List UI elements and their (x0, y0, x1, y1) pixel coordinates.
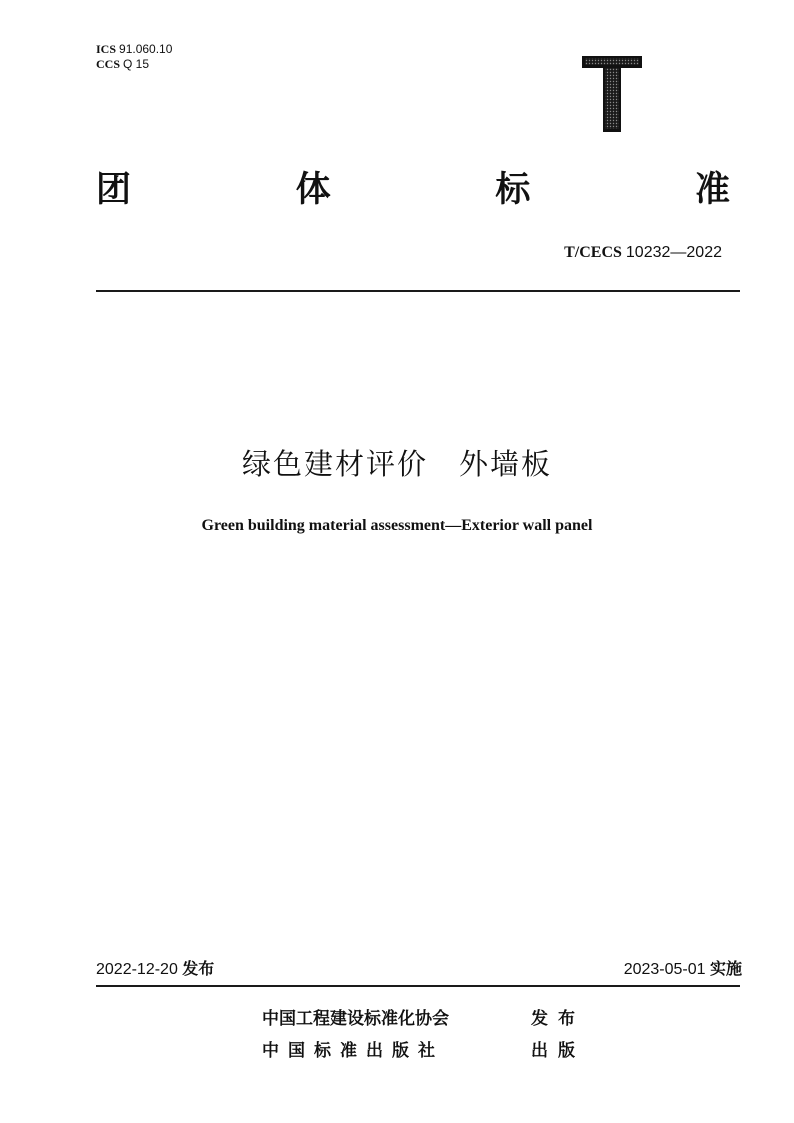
issuer-name: 中国工程建设标准化协会 (262, 1009, 449, 1029)
top-divider (96, 290, 740, 292)
ics-code (96, 42, 172, 57)
effective-date-label: 实施 (709, 959, 742, 978)
standard-type-heading (96, 168, 730, 212)
english-title: Green building material assessment—Exterior wall panel (201, 517, 593, 534)
standard-number-value: 10232—2022 (625, 244, 722, 261)
standard-type-char: 团 (96, 170, 132, 210)
ccs-code (96, 57, 172, 72)
classification-codes (96, 42, 172, 72)
standard-type-char: 准 (694, 170, 730, 210)
press-action: 出版 (531, 1041, 585, 1061)
issuer-action: 发布 (531, 1009, 585, 1029)
press-name: 中国标准出版社 (262, 1041, 444, 1061)
effective-date-value: 2023-05-01 (623, 961, 706, 978)
chinese-title: 绿色建材评价 外墙板 (241, 447, 552, 481)
release-date-label: 发布 (182, 959, 215, 978)
standard-number (564, 244, 722, 262)
standard-type-char: 标 (495, 170, 531, 210)
standard-number-prefix: T/CECS (564, 244, 622, 261)
t-logo-icon (582, 56, 642, 132)
ccs-value: Q 15 (123, 57, 150, 71)
bottom-divider (96, 985, 740, 987)
standard-type-char: 体 (295, 170, 331, 210)
release-date-value: 2022-12-20 (96, 961, 178, 978)
ics-value: 91.060.10 (119, 42, 173, 56)
effective-date (624, 958, 742, 981)
ics-label: ICS (96, 42, 117, 56)
ccs-label: CCS (96, 57, 121, 71)
release-date (96, 958, 214, 981)
